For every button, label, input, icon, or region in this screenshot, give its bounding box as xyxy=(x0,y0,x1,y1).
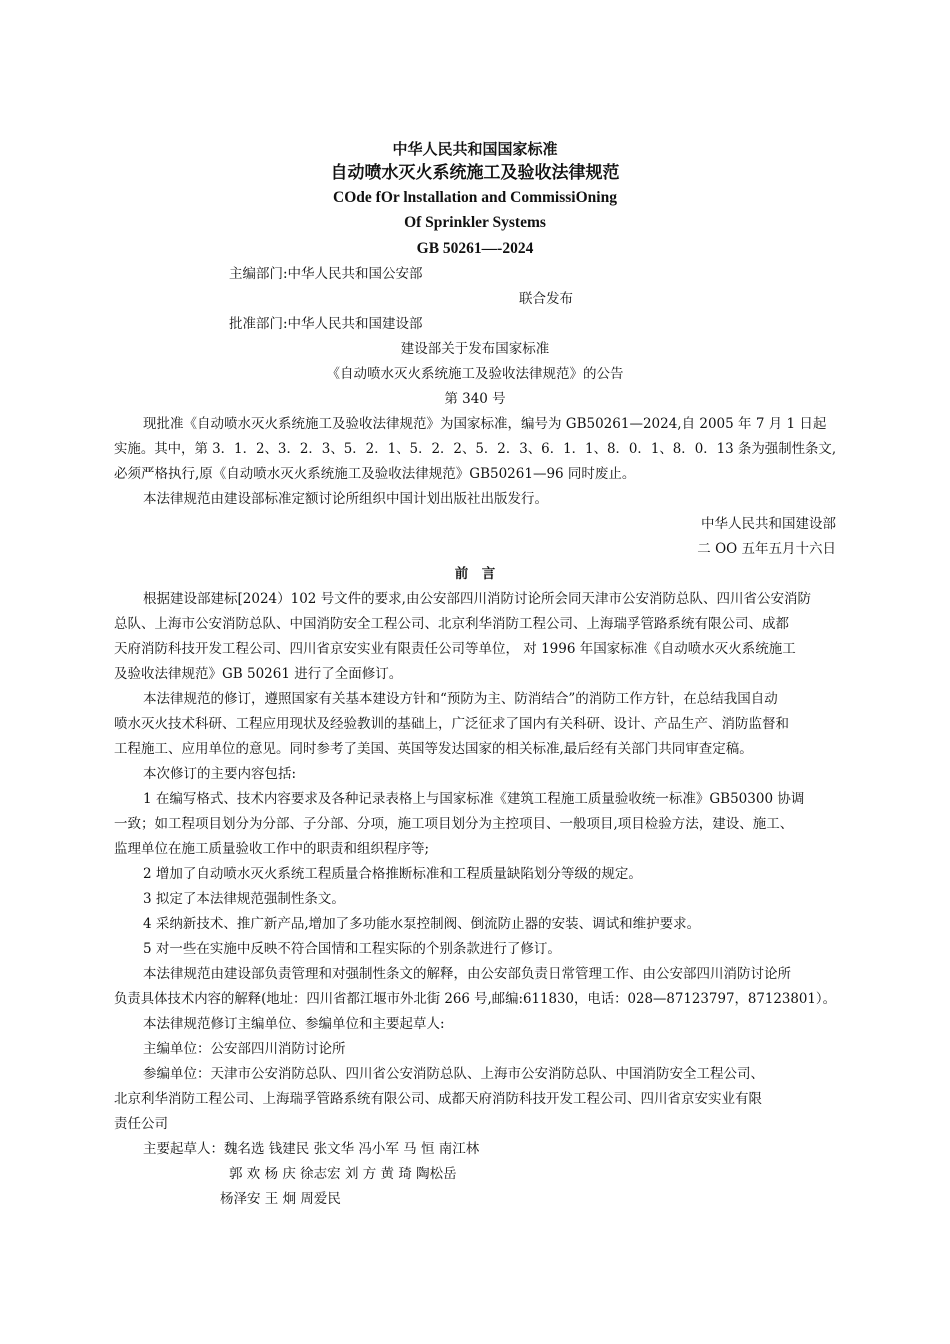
preface-paragraph-line: 喷水灭火技术科研、工程应用现状及经验教训的基础上，广泛征求了国内有关科研、设计、产品生产、消防监督和 xyxy=(114,716,789,732)
title-cn-main: 自动喷水灭火系统施工及验收法律规范 xyxy=(330,163,620,183)
drafters-line: 郭 欢 杨 庆 徐志宏 刘 方 黄 琦 陶松岳 xyxy=(229,1166,457,1182)
drafters-line: 杨泽安 王 炯 周爱民 xyxy=(220,1191,341,1207)
preface-paragraph-line: 及验收法律规范》GB 50261 进行了全面修订。 xyxy=(114,666,403,682)
notice-paragraph-line: 实施。其中，第 3．1．2、3．2．3、5．2．1、5．2．2、5．2．3、6．1．1、8．0．1、8．0．13 条为强制性条文, xyxy=(114,441,837,457)
signature-org: 中华人民共和国建设部 xyxy=(701,516,836,532)
notice-title-1: 建设部关于发布国家标准 xyxy=(400,341,550,357)
preface-paragraph-line: 工程施工、应用单位的意见。同时参考了美国、英国等发达国家的相关标准,最后经有关部门共同审查定稿。 xyxy=(114,741,753,757)
title-en-line-2: Of Sprinkler Systems xyxy=(404,214,546,231)
standard-code: GB 50261—-2024 xyxy=(416,240,534,257)
approver-dept: 批准部门:中华人民共和国建设部 xyxy=(229,316,423,332)
drafting-units-intro: 本法律规范修订主编单位、参编单位和主要起草人: xyxy=(143,1016,445,1032)
editor-dept: 主编部门:中华人民共和国公安部 xyxy=(229,266,423,282)
signature-date: 二 OO 五年五月十六日 xyxy=(697,541,836,557)
revision-intro: 本次修订的主要内容包括: xyxy=(143,766,297,782)
preface-paragraph-line: 总队、上海市公安消防总队、中国消防安全工程公司、北京利华消防工程公司、上海瑞孚管路系统有限公司、成都 xyxy=(114,616,789,632)
preface-paragraph-line: 根据建设部建标[2024）102 号文件的要求,由公安部四川消防讨论所会同天津市公安消防总队、四川省公安消防 xyxy=(143,591,811,607)
preface-paragraph-line: 天府消防科技开发工程公司、四川省京安实业有限责任公司等单位， 对 1996 年国家标准《自动喷水灭火系统施工 xyxy=(114,641,796,657)
revision-item-5: 5 对一些在实施中反映不符合国情和工程实际的个别条款进行了修订。 xyxy=(143,941,561,957)
preface-paragraph-line: 本法律规范的修订，遵照国家有关基本建设方针和“预防为主、防消结合”的消防工作方针，在总结我国自动 xyxy=(143,691,778,707)
notice-number: 第 340 号 xyxy=(444,391,506,407)
title-cn-standard: 中华人民共和国国家标准 xyxy=(392,140,558,158)
management-paragraph-line: 本法律规范由建设部负责管理和对强制性条文的解释，由公安部负责日常管理工作、由公安部四川消防讨论所 xyxy=(143,966,791,982)
notice-paragraph-line: 必须严格执行,原《自动喷水灭火系统施工及验收法律规范》GB50261—96 同时废止。 xyxy=(114,466,636,482)
participating-units-line: 参编单位：天津市公安消防总队、四川省公安消防总队、上海市公安消防总队、中国消防安全工程公司、 xyxy=(143,1066,764,1082)
chief-editor-unit: 主编单位：公安部四川消防讨论所 xyxy=(143,1041,346,1057)
notice-publisher-note: 本法律规范由建设部标准定额讨论所组织中国计划出版社出版发行。 xyxy=(143,491,548,507)
title-en-line-1: COde fOr lnstallation and CommissiOning xyxy=(333,189,617,206)
revision-item-2: 2 增加了自动喷水灭火系统工程质量合格推断标准和工程质量缺陷划分等级的规定。 xyxy=(143,866,642,882)
revision-item-1-line: 1 在编写格式、技术内容要求及各种记录表格上与国家标准《建筑工程施工质量验收统一标准》GB50300 协调 xyxy=(143,791,805,807)
revision-item-1-line: 一致；如工程项目划分为分部、子分部、分项，施工项目划分为主控项目、一般项目,项目检验方法，建设、施工、 xyxy=(114,816,794,832)
participating-units-line: 北京利华消防工程公司、上海瑞孚管路系统有限公司、成都天府消防科技开发工程公司、四川省京安实业有限 xyxy=(114,1091,762,1107)
revision-item-3: 3 拟定了本法律规范强制性条文。 xyxy=(143,891,345,907)
revision-item-4: 4 采纳新技术、推广新产品,增加了多功能水泵控制阀、倒流防止器的安装、调试和维护要求。 xyxy=(143,916,701,932)
revision-item-1-line: 监理单位在施工质量验收工作中的职责和组织程序等; xyxy=(114,841,430,857)
drafters-line: 主要起草人：魏名选 钱建民 张文华 冯小军 马 恒 南江林 xyxy=(143,1141,480,1157)
notice-title-2: 《自动喷水灭火系统施工及验收法律规范》的公告 xyxy=(326,366,624,382)
management-paragraph-line: 负责具体技术内容的解释(地址：四川省都江堰市外北街 266 号,邮编:611830，电话：028—87123797，87123801）。 xyxy=(114,991,836,1007)
preface-heading: 前 言 xyxy=(454,566,496,582)
joint-release: 联合发布 xyxy=(519,291,573,307)
participating-units-line: 责任公司 xyxy=(114,1116,168,1132)
notice-paragraph-line: 现批准《自动喷水灭火系统施工及验收法律规范》为国家标准，编号为 GB50261—2024,自 2005 年 7 月 1 日起 xyxy=(143,416,827,432)
